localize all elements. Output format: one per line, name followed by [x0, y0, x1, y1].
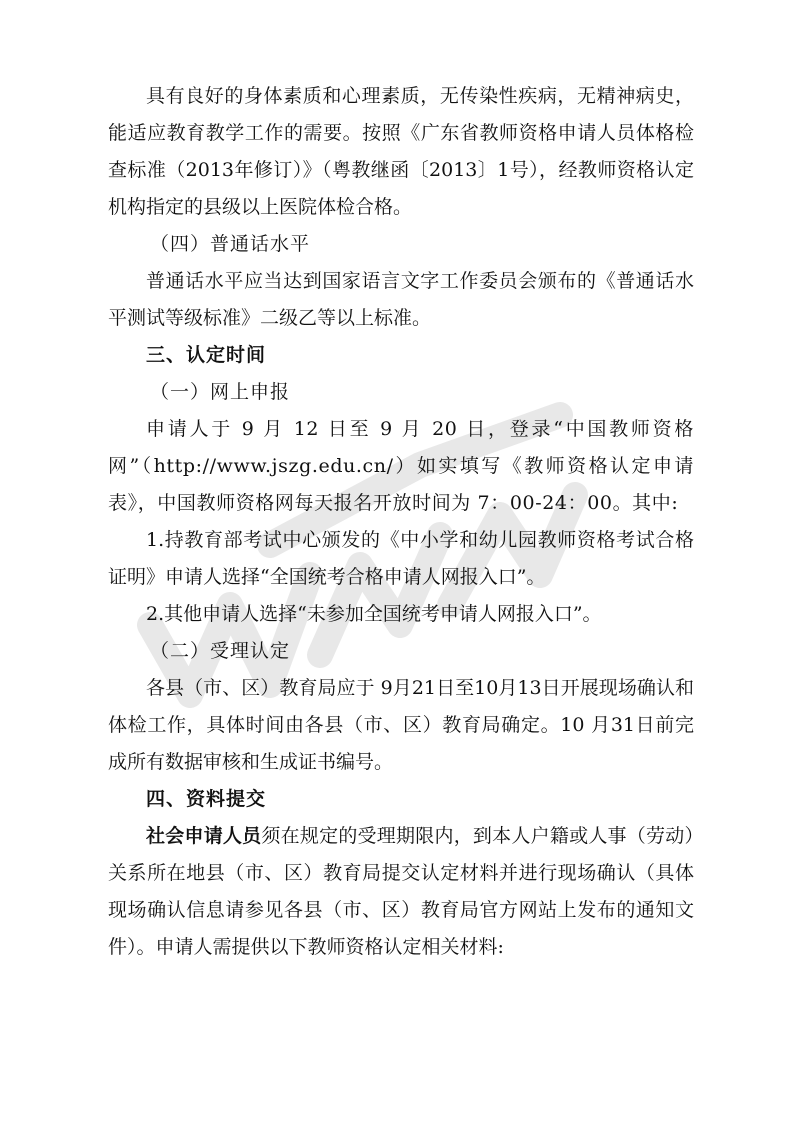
paragraph-submit [108, 818, 694, 966]
paragraph-accept: 各县（市、区）教育局应于 9月21日至10月13日开展现场确认和体检工作，具体时间由各县（市、区）教育局确定。10 月31日前完成所有数据审核和生成证书编号。 [108, 677, 694, 773]
submit-lead-text: 社会申请人员 [146, 825, 262, 847]
subheading-online: （一）网上申报 [150, 381, 291, 403]
subheading-accept: （二）受理认定 [150, 640, 291, 662]
paragraph-online: 申请人于 9 月 12 日至 9 月 20 日，登录“中国教师资格网”（http://www.jszg.edu.cn/）如实填写《教师资格认定申请表》，中国教师资格网每天报名开放时间为 7：00-24：00。其中: [108, 418, 694, 514]
paragraph-health: 具有良好的身体素质和心理素质，无传染性疾病，无精神病史，能适应教育教学工作的需要。按照《广东省教师资格申请人员体格检查标准（2013年修订）》（粤教继函〔2013〕1号），经教师资格认定机构指定的县级以上医院体检合格。 [108, 85, 694, 218]
heading-section-4: 四、资料提交 [146, 788, 267, 810]
heading-section-3: 三、认定时间 [146, 344, 267, 366]
paragraph-mandarin: 普通话水平应当达到国家语言文字工作委员会颁布的《普通话水平测试等级标准》二级乙等以上标准。 [108, 270, 694, 329]
submit-body-text: 须在规定的受理期限内，到本人户籍或人事（劳动）关系所在地县（市、区）教育局提交认定材料并进行现场确认（具体现场确认信息请参见各县（市、区）教育局官方网站上发布的通知文件）。申请人需提供以下教师资格认定相关材料: [108, 825, 694, 958]
subheading-mandarin: （四）普通话水平 [150, 233, 311, 255]
list-item-online-2: 2.其他申请人选择“未参加全国统考申请人网报入口”。 [146, 603, 602, 625]
list-item-online-1: 1.持教育部考试中心颁发的《中小学和幼儿园教师资格考试合格证明》申请人选择“全国统考合格申请人网报入口”。 [108, 529, 694, 588]
document-page [108, 78, 694, 966]
